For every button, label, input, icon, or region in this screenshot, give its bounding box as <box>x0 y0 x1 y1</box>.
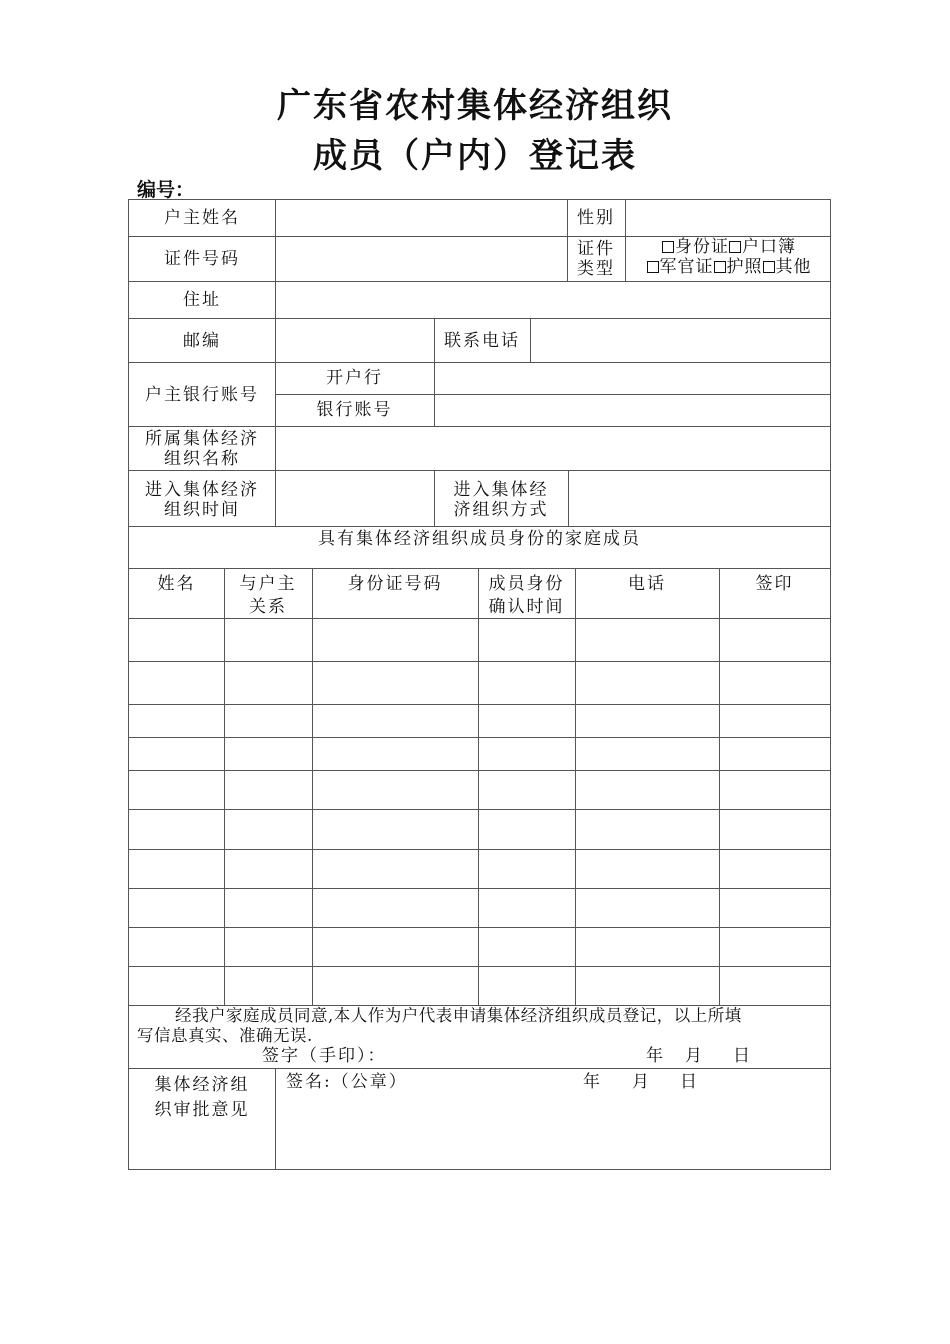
id-type-options <box>629 237 829 277</box>
join-way-label-line1: 进入集体经 <box>453 480 549 500</box>
checkbox-icon[interactable] <box>647 261 659 273</box>
id-type-label <box>567 239 625 279</box>
bank-account-label: 户主银行账号 <box>145 385 259 405</box>
option-label: 身份证 <box>675 237 729 257</box>
id-number-field[interactable] <box>276 237 566 281</box>
postcode-label: 邮编 <box>183 331 221 351</box>
approval-label-line1: 集体经济组 <box>154 1075 250 1095</box>
option-label: 护照 <box>726 257 763 277</box>
declaration-line1: 经我户家庭成员同意,本人作为户代表申请集体经济组织成员登记，以上所填 <box>175 1006 742 1025</box>
id-number-label: 证件号码 <box>164 249 240 269</box>
approval-label-line2: 织审批意见 <box>154 1100 250 1120</box>
registration-form-table <box>128 199 831 1170</box>
checkbox-icon[interactable] <box>714 261 726 273</box>
id-option-hukou[interactable] <box>729 237 796 257</box>
id-option-military[interactable] <box>647 257 714 277</box>
option-label: 军官证 <box>659 257 714 277</box>
join-time-label-line2: 组织时间 <box>164 500 240 520</box>
col-header-confirm-time <box>478 574 575 617</box>
join-time-label-line1: 进入集体经济 <box>145 480 259 500</box>
approval-field[interactable] <box>276 1100 830 1168</box>
form-title-line1: 广东省农村集体经济组织 <box>277 86 673 126</box>
col-header-phone <box>575 574 719 594</box>
col-header-line2: 关系 <box>249 597 287 617</box>
gender-field[interactable] <box>626 200 830 236</box>
col-header-line1: 身份证号码 <box>347 574 443 594</box>
org-name-label-line1: 所属集体经济 <box>145 429 259 449</box>
address-field[interactable] <box>276 282 830 318</box>
members-section-title: 具有集体经济组织成员身份的家庭成员 <box>318 529 641 549</box>
col-header-line1: 成员身份 <box>488 574 565 594</box>
col-header-relation <box>224 574 312 617</box>
approval-label <box>129 1073 275 1123</box>
postcode-field[interactable] <box>276 319 434 362</box>
declaration-text <box>137 1006 829 1046</box>
declaration-day: 日 <box>733 1046 752 1066</box>
bank-no-field[interactable] <box>435 395 830 426</box>
approval-month: 月 <box>632 1072 651 1092</box>
serial-number-label: 编号： <box>137 179 195 201</box>
phone-label: 联系电话 <box>444 331 520 351</box>
col-header-id-number <box>312 574 478 594</box>
id-option-other[interactable] <box>763 257 812 277</box>
option-label: 户口簿 <box>742 237 796 257</box>
approval-year: 年 <box>583 1072 602 1092</box>
address-label: 住址 <box>183 290 221 310</box>
org-name-label-line2: 组织名称 <box>164 449 240 469</box>
col-header-name <box>129 574 224 594</box>
col-header-line2: 确认时间 <box>488 597 565 617</box>
checkbox-icon[interactable] <box>662 241 674 253</box>
id-type-label-line2: 类型 <box>577 259 615 279</box>
col-header-sign <box>719 574 830 594</box>
org-name-field[interactable] <box>276 427 830 470</box>
bank-no-label: 银行账号 <box>316 400 393 420</box>
checkbox-icon[interactable] <box>763 261 775 273</box>
head-name-label: 户主姓名 <box>164 208 240 228</box>
col-header-line1: 电话 <box>628 574 666 594</box>
declaration-month: 月 <box>685 1046 704 1066</box>
col-header-line1: 与户主 <box>239 574 297 594</box>
declaration-year: 年 <box>646 1046 665 1066</box>
bank-open-field[interactable] <box>435 363 830 394</box>
form-title-line2: 成员（户内）登记表 <box>313 136 637 176</box>
id-option-idcard[interactable] <box>662 237 729 257</box>
declaration-line2: 写信息真实、准确无误. <box>137 1026 313 1045</box>
join-way-field[interactable] <box>569 471 830 526</box>
option-label: 其他 <box>775 257 812 277</box>
gender-label: 性别 <box>577 208 615 228</box>
join-way-label <box>434 480 568 520</box>
col-header-line1: 姓名 <box>157 574 196 594</box>
org-name-label <box>129 429 275 469</box>
id-type-label-line1: 证件 <box>577 239 615 259</box>
approval-day: 日 <box>680 1072 699 1092</box>
approval-sign-label: 签名:（公章） <box>286 1072 408 1092</box>
id-option-passport[interactable] <box>714 257 763 277</box>
phone-field[interactable] <box>531 319 830 362</box>
bank-open-label: 开户行 <box>326 368 383 388</box>
checkbox-icon[interactable] <box>729 241 741 253</box>
join-time-label <box>129 480 275 520</box>
col-header-line1: 签印 <box>755 574 794 594</box>
declaration-sign-label: 签字（手印）： <box>262 1046 387 1066</box>
join-time-field[interactable] <box>276 471 434 526</box>
join-way-label-line2: 济组织方式 <box>453 500 549 520</box>
head-name-field[interactable] <box>276 200 566 236</box>
